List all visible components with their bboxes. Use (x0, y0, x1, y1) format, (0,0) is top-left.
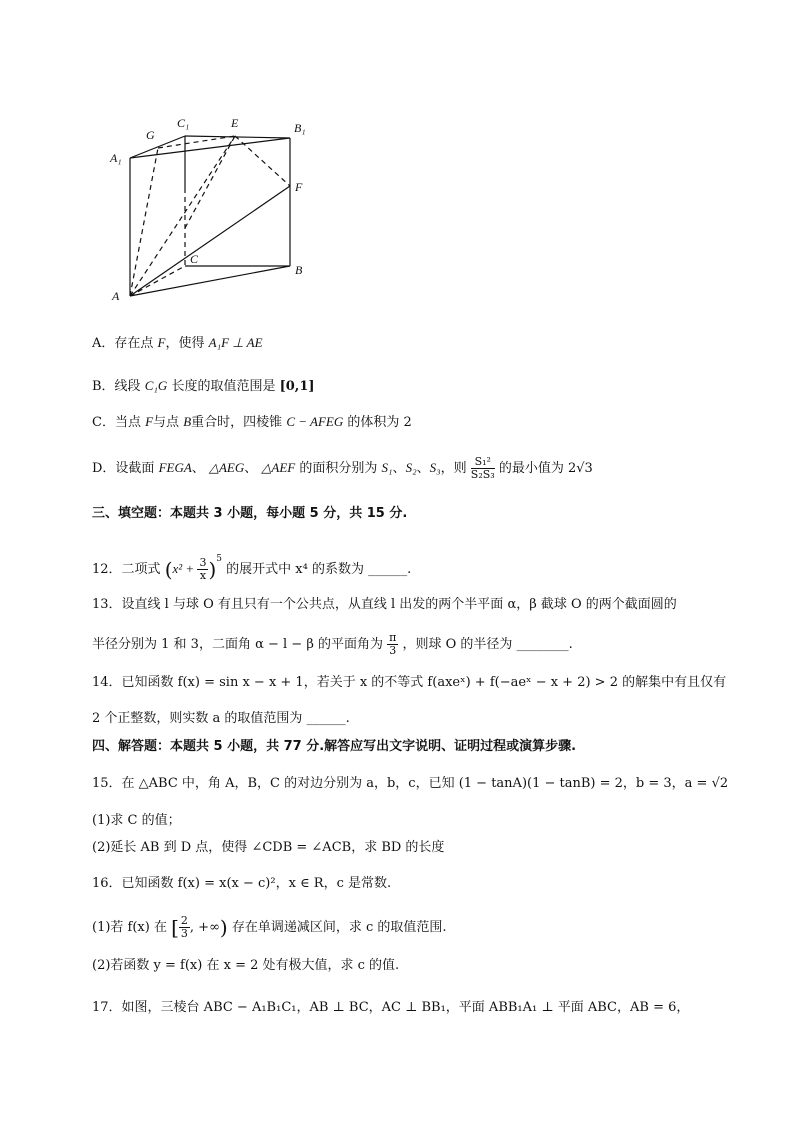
label-B: B (295, 263, 303, 277)
prism-figure (100, 108, 330, 308)
question-13-line1: 13．设直线 l 与球 O 有且只有一个公共点，从直线 l 出发的两个半平面 α，β 截球 O 的两个截面圆的 (92, 597, 677, 612)
question-15-line1: 15．在 △ABC 中，角 A，B，C 的对边分别为 a，b，c，已知 (1 − tanA)(1 − tanB) = 2，b = 3，a = √2 (92, 776, 729, 791)
option-d-answer: 2√3 (567, 461, 593, 476)
q14-blank: ______. (306, 711, 350, 726)
question-16-part2: (2)若函数 y = f(x) 在 x = 2 处有极大值，求 c 的值. (92, 958, 400, 973)
option-a-expr: A₁F ⊥ AE (208, 335, 263, 350)
question-14-line1: 14．已知函数 f(x) = sin x − x + 1，若关于 x 的不等式 f(axeˣ) + f(−aeˣ − x + 2) > 2 的解集中有且仅有 (92, 675, 727, 690)
question-16-part1: (1)若 f(x) 在 [ $\frac{2}{3}$ , +∞) 存在单调递减区间，求 c 的取值范围. (92, 914, 447, 940)
q12-frac-den: x (199, 569, 207, 582)
question-17-line1: 17．如图，三棱台 ABC − A₁B₁C₁，AB ⊥ BC，AC ⊥ BB₁，平面 ABB₁A₁ ⊥ 平面 ABC，AB = 6， (92, 1000, 690, 1015)
option-c-mid1: 与点 (153, 415, 180, 430)
question-14-line2 (92, 710, 350, 728)
q16-part1-a: (1)若 f(x) 在 (92, 920, 167, 935)
q12-fraction (197, 557, 208, 582)
edge-A-B (130, 266, 290, 296)
option-c-pyramid: C − AFEG (286, 414, 344, 429)
q13-fraction (387, 632, 398, 657)
q13-line2a: 半径分别为 1 和 3，二面角 α − l − β 的平面角为 (92, 637, 383, 652)
option-d-fraction (471, 456, 495, 481)
q13-blank: ________. (516, 637, 573, 652)
option-d-sep2: 、 (244, 461, 258, 476)
q12-exponent: 5 (216, 554, 222, 564)
q13-frac-den: 3 (389, 644, 397, 657)
q16-fraction (179, 915, 190, 940)
question-12: 12．二项式 (x² + $\frac{3}{x}$ )$^5$ 的展开式中 x⁴ 的系数为 ______. (92, 554, 412, 582)
option-c-tail: 的体积为 2 (347, 415, 412, 430)
option-b-segment: C₁G (144, 378, 168, 393)
q16-frac-num: 2 (180, 914, 188, 927)
option-d-mid: 的面积分别为 (299, 461, 378, 476)
question-16-line1: 16．已知函数 f(x) = x(x − c)²，x ∈ R，c 是常数. (92, 876, 392, 891)
dashed-E-F (235, 136, 290, 186)
option-c-point-b: B (183, 414, 192, 429)
option-a (92, 334, 263, 353)
label-A1: A₁ (110, 151, 122, 165)
option-c-prefix: C．当点 (92, 415, 141, 430)
option-d-s2: S₂ (405, 460, 417, 475)
option-d-face1: FEGA (158, 460, 192, 475)
q12-expr: x² + (172, 561, 198, 576)
dashed-A-E (130, 136, 235, 296)
option-d-face2: △AEG (208, 460, 245, 475)
q13-line2b: ，则球 O 的半径为 (402, 637, 513, 652)
option-b (92, 377, 315, 396)
option-d-tail: 的最小值为 (498, 461, 564, 476)
section-4-heading: 四、解答题：本题共 5 小题，共 77 分.解答应写出文字说明、证明过程或演算步骤. (92, 739, 577, 754)
q12-blank: ______. (368, 562, 412, 577)
label-C: C (190, 252, 199, 266)
question-15-part1: (1)求 C 的值； (92, 813, 181, 828)
option-d-prefix: D．设截面 (92, 461, 155, 476)
label-B1: B₁ (294, 121, 306, 135)
option-a-mid: ，使得 (165, 336, 205, 351)
option-b-mid: 长度的取值范围是 (171, 379, 276, 394)
option-d-frac-den: S₂S₃ (470, 468, 495, 481)
q14-line2: 2 个正整数，则实数 a 的取值范围为 (92, 711, 303, 726)
option-b-prefix: B．线段 (92, 379, 141, 394)
q16-part1-b: 存在单调递减区间，求 c 的取值范围. (231, 920, 447, 935)
option-d-s3: S₃ (429, 460, 441, 475)
option-b-range: [0,1] (279, 379, 315, 394)
label-C1: C₁ (177, 116, 190, 130)
option-d-sep1: 、 (191, 461, 205, 476)
option-d: D．设截面 FEGA、 △AEG、 △AEF 的面积分别为 S₁、S₂、S₃，则 $\frac{\text{S₁²}}{\text{S₂S₃}}$ 的最小值为 2√3 (92, 455, 593, 481)
section-3-heading: 三、填空题：本题共 3 小题，每小题 5 分，共 15 分. (92, 506, 408, 521)
dashed-A-C (130, 266, 185, 296)
option-c (92, 413, 412, 432)
q13-frac-num: π (389, 631, 397, 644)
option-a-prefix: A．存在点 (92, 336, 154, 351)
dashed-A-G (130, 148, 158, 296)
option-c-mid2: 重合时，四棱锥 (191, 415, 283, 430)
label-F: F (295, 180, 303, 194)
option-c-point-f: F (145, 414, 154, 429)
edge-A-F (130, 186, 290, 296)
option-d-then: ，则 (440, 461, 467, 476)
option-d-face3: △AEF (261, 460, 296, 475)
question-13-line2 (92, 632, 573, 657)
question-15-part2: (2)延长 AB 到 D 点，使得 ∠CDB = ∠ACB，求 BD 的长度 (92, 840, 445, 855)
label-E: E (231, 116, 239, 130)
q16-infinity: , +∞ (189, 920, 220, 935)
option-d-frac-num: S₁² (471, 456, 495, 469)
q12-frac-num: 3 (199, 556, 207, 569)
option-a-point: F (157, 335, 166, 350)
q12-prefix: 12．二项式 (92, 562, 161, 577)
label-A: A (112, 289, 120, 303)
q16-frac-den: 3 (180, 927, 188, 940)
option-d-s1: S₁ (381, 460, 393, 475)
label-G: G (146, 128, 155, 142)
q12-tail: 的展开式中 x⁴ 的系数为 (226, 562, 364, 577)
